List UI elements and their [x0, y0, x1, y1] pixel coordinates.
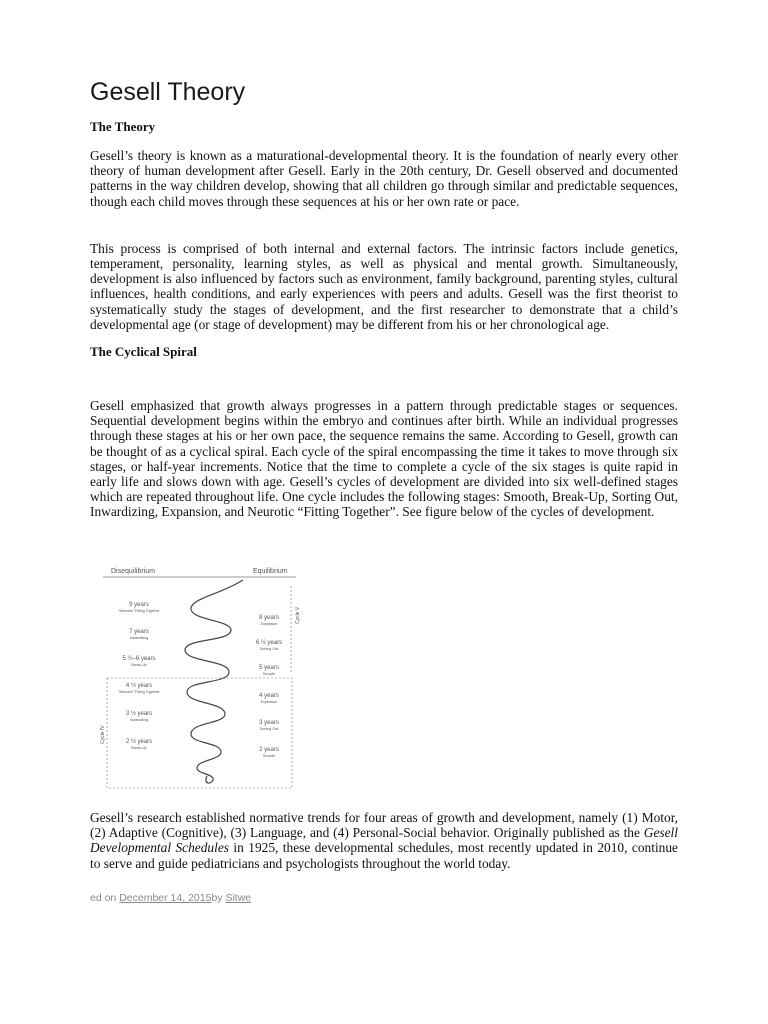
left-stage-name: Break-Up [131, 663, 147, 667]
paragraph-4-end: in 1925, these developmental schedules, most recently updated in 2010, continue to serve and guide pediatricians and psychologists throughout the world today. [90, 840, 678, 871]
right-stage-name: Expansion [260, 622, 278, 626]
right-stage-name: Smooth [262, 754, 276, 758]
page-title: Gesell Theory [90, 78, 246, 106]
left-stage-name: “Neurotic” Fitting Together [118, 609, 160, 613]
paragraph-2: This process is comprised of both internal and external factors. The intrinsic factors include genetics, temperament, personality, learning styles, as well as physical and mental growth. Simultaneously, development is also influenced by factors such as environment, family background, parenting styles, cultural influences, health conditions, and early experiences with peers and adults. Gesell was the first theorist to systematically study the stages of development, and the first researcher to demonstrate that a child’s developmental age (or stage of development) may be different from his or her chronological age. [90, 240, 678, 332]
meta-prefix: ed on [90, 892, 120, 904]
section-heading-theory: The Theory [90, 119, 156, 134]
right-stage-name: Sorting Out [259, 727, 279, 731]
left-stage-age: 3 ½ years [125, 711, 153, 717]
left-stage-age: 2 ½ years [125, 739, 153, 745]
post-meta [90, 892, 251, 904]
spiral-diagram [100, 564, 301, 790]
left-stage-name: “Neurotic” Fitting Together [118, 690, 160, 694]
left-stage-name: Inwardizing [129, 636, 149, 640]
left-stage-age: 9 years [129, 602, 149, 608]
left-stage-age: 5 ½–6 years [122, 656, 156, 662]
right-stage-age: 5 years [259, 665, 279, 671]
author-link[interactable]: Sitwe [225, 892, 252, 904]
paragraph-4-italic: Gesell Developmental Schedules [90, 825, 678, 856]
right-stage-age: 6 ½ years [255, 640, 283, 646]
paragraph-4-start: Gesell’s research established normative trends for four areas of growth and development, namely (1) Motor, (2) Adaptive (Cognitive), (3) Language, and (4) Personal-Social behavior. Originally published as the [90, 810, 678, 841]
cycle-iv-label: Cycle IV [100, 725, 106, 744]
right-stage-name: Smooth [262, 672, 276, 676]
right-stage-age: 3 years [259, 720, 279, 726]
right-stage-age: 8 years [259, 615, 279, 621]
paragraph-4 [90, 810, 678, 871]
right-stage-labels [256, 615, 282, 758]
right-stage-name: Expansion [260, 700, 278, 704]
section-heading-spiral: The Cyclical Spiral [90, 344, 197, 360]
left-stage-labels [118, 602, 160, 750]
right-stage-name: Sorting Out [259, 647, 279, 651]
left-stage-name: Inwardizing [129, 718, 149, 722]
meta-by: by [211, 892, 226, 904]
left-stage-age: 7 years [129, 629, 149, 635]
right-stage-age: 4 years [259, 693, 279, 699]
post-date-link[interactable]: December 14, 2015 [119, 892, 212, 904]
paragraph-1: Gesell’s theory is known as a maturational-developmental theory. It is the foundation of nearly every other theory of human development after Gesell. Early in the 20th century, Dr. Gesell observed and documented patterns in the way children develop, showing that all children go through similar and predictable sequences, though each child moves through these sequences at his or her own rate or pace. [90, 148, 678, 209]
left-stage-name: Break-Up [131, 746, 147, 750]
right-stage-age: 2 years [259, 747, 279, 753]
disequilibrium-label: Disequilibrium [111, 568, 155, 575]
equilibrium-label: Equilibrium [253, 568, 288, 575]
left-stage-age: 4 ½ years [125, 683, 153, 689]
paragraph-3: Gesell emphasized that growth always progresses in a pattern through predictable stages or sequences. Sequential development begins within the embryo and continues after birth. While an individual progresses through these stages at his or her own pace, the sequence remains the same. According to Gesell, growth can be thought of as a cyclical spiral. Each cycle of the spiral encompassing the time it takes to move through six stages, or half-year increments. Notice that the time to complete a cycle of the six stages is quite rapid in early life and slows down with age. Gesell’s cycles of development are divided into six well-defined stages which are repeated throughout life. One cycle includes the following stages: Smooth, Break-Up, Sorting Out, Inwardizing, Expansion, and Neurotic “Fitting Together”. See figure below of the cycles of development. [90, 398, 678, 520]
spiral-figure [100, 564, 301, 790]
cycle-v-label: Cycle V [295, 606, 301, 624]
spiral-curve [185, 580, 243, 783]
